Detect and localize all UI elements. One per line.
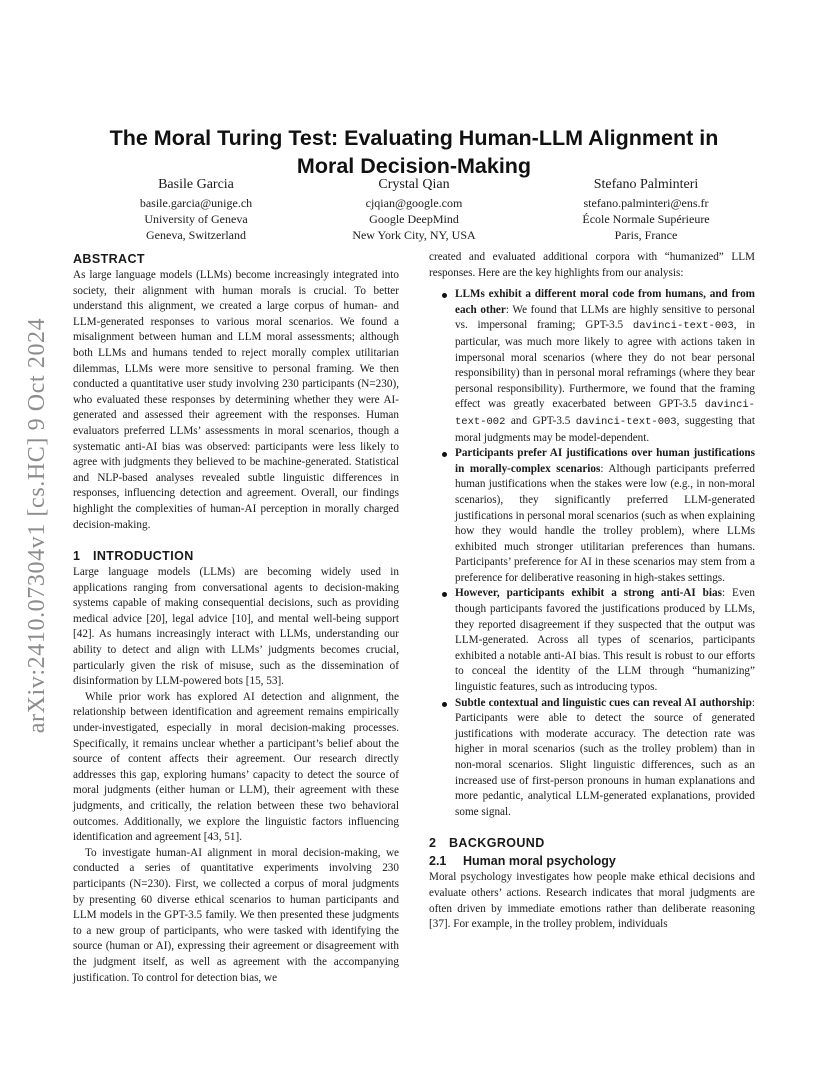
subsection-number: 2.1 — [429, 854, 447, 869]
highlight-text: and GPT-3.5 — [505, 414, 576, 427]
author-affiliation: Google DeepMind — [369, 212, 459, 226]
highlights-list — [429, 287, 755, 820]
highlight-item — [455, 446, 755, 586]
background-heading — [429, 834, 755, 852]
highlight-item — [455, 586, 755, 695]
right-column — [429, 250, 755, 933]
author-affiliation: University of Geneva — [144, 212, 248, 226]
intro-paragraph: Large language models (LLMs) are becoming widely used in applications ranging from conversational agents to decision-making systems capable of making consequential decisions, such as providing medical advice [20], legal advice [10], and mental well-being support [42]. As humans increasingly interact with LLMs, understanding our ability to detect and align with LLMs’ judgments becomes crucial, particularly given the risk of misuse, such as the dissemination of disinformation by LLM-powered bots [15, 53]. — [73, 566, 399, 688]
author-location: New York City, NY, USA — [352, 228, 476, 242]
author-1 — [78, 176, 314, 243]
highlight-item — [455, 287, 755, 446]
author-3 — [528, 176, 764, 243]
section-number: 2 — [429, 836, 437, 851]
highlight-title: Participants prefer AI justifications over human justifications in morally-complex scenarios — [455, 447, 755, 475]
intro-paragraph: To investigate human-AI alignment in moral decision-making, we conducted a series of quantitative experiments involving 230 participants (N=230). First, we collected a corpus of moral judgments by presenting 60 diverse ethical scenarios to human participants and LLM models in the GPT-3.5 family. We then presented these judgments to a new group of participants, who were tasked with identifying the source (human or AI), expressing their agreement or disagreement with the judgment itself, as well as agreement with the accompanying justification. To control for detection bias, we — [73, 846, 399, 984]
author-block — [60, 176, 768, 246]
model-name: davinci-text-003 — [632, 320, 734, 333]
highlight-text: : Although participants preferred human justifications when the stakes were low (e.g., in non-moral scenarios), they significantly preferred LLM-generated justifications in personal moral scenarios (such as when explaining how they would handle the trolley problem), where LLMs exhibited much stronger utilitarian preferences than humans. Participants’ preference for AI in these scenarios may stem from a preference for deliberative reasoning in high-stakes settings. — [455, 462, 755, 584]
intro-continuation: created and evaluated additional corpora with “humanized” LLM responses. Here are the key highlights from our analysis: — [429, 251, 755, 279]
arxiv-side-stamp — [18, 290, 58, 760]
highlight-title: Subtle contextual and linguistic cues can reveal AI authorship — [455, 696, 752, 709]
author-2 — [296, 176, 532, 243]
left-column — [73, 250, 399, 986]
model-name: davinci-text-003 — [575, 415, 677, 428]
highlight-title: However, participants exhibit a strong anti-AI bias — [455, 587, 722, 600]
introduction-heading — [73, 547, 399, 565]
arxiv-identifier: arXiv:2410.07304v1 [cs.HC] 9 Oct 2024 — [24, 317, 51, 733]
author-name: Stefano Palminteri — [593, 177, 699, 192]
model-name: davinci-text-002 — [455, 399, 755, 428]
section-number: 1 — [73, 549, 81, 564]
highlight-title: LLMs exhibit a different moral code from humans, and from each other — [455, 288, 755, 316]
author-location: Geneva, Switzerland — [146, 228, 246, 242]
paper-title: The Moral Turing Test: Evaluating Human-LLM Alignment in Moral Decision-Making — [109, 126, 719, 179]
author-location: Paris, France — [614, 228, 678, 242]
highlight-text: : Even though participants favored the justifications produced by LLMs, they reported disagreement if they suspected that the output was LLM-generated. Across all types of scenarios, participants exhibited a notable anti-AI bias. This result is robust to our efforts to conceal the identity of the LLM through “humanizing” linguistic features, such as introducing typos. — [455, 587, 755, 694]
abstract-heading: ABSTRACT — [73, 252, 145, 266]
intro-paragraph: While prior work has explored AI detection and alignment, the relationship between identification and agreement remains empirically under-investigated, especially in moral decision-making processes. Specifically, it remains unclear whether a participant’s belief about the source of content affects their agreement. Our research directly addresses this gap, exploring humans’ capacity to detect the source of moral judgments (either human or LLM), their agreement with these judgments, and critically, the relation between these two behavioral outcomes. Additionally, we explore the linguistic factors influencing identification and agreement [43, 51]. — [73, 690, 399, 844]
highlight-text: , in particular, was much more likely to agree with actions taken in impersonal moral scenarios (where they do not bear personal responsibility) than in personal moral reframings (where they bear personal responsibility). Furthermore, we found that the framing effect was greatly exacerbated between GPT-3.5 — [455, 319, 756, 411]
subsection-heading — [429, 852, 755, 870]
author-email: cjqian@google.com — [365, 196, 463, 210]
abstract-text: As large language models (LLMs) become increasingly integrated into society, their alignment with human morals is crucial. To better understand this alignment, we created a large corpus of human- and LLM-generated responses to various moral scenarios. We found a misalignment between human and LLM moral assessments; although both LLMs and humans tended to reject morally complex utilitarian dilemmas, LLMs were more sensitive to personal framing. We then conducted a quantitative user study involving 230 participants (N=230), who evaluated these responses by determining whether they were AI-generated and assessed their agreement with the responses. Human evaluators preferred LLMs’ assessments in moral scenarios, though a systematic anti-AI bias was observed: participants were less likely to agree with judgments they believed to be machine-generated. Statistical and NLP-based analyses revealed subtle linguistic differences in responses, influencing detection and agreement. Overall, our findings highlight the complexities of human-AI perception in morally charged decision-making. — [73, 269, 399, 531]
section-title: BACKGROUND — [449, 836, 545, 851]
highlight-text: : Participants were able to detect the source of generated justifications with moderate accuracy. The detection rate was higher in moral scenarios (such as the trolley problem) than in non-moral scenarios. Slight linguistic differences, such as an increased use of first-person pronouns in human explanations and more pedantic, analytical LLM-generated explanations, provided some signal. — [455, 696, 755, 818]
author-name: Crystal Qian — [378, 177, 450, 192]
author-name: Basile Garcia — [158, 177, 234, 192]
background-paragraph: Moral psychology investigates how people make ethical decisions and evaluate others’ actions. Research indicates that moral judgments are often driven by immediate emotions rather than deliberate reasoning [37]. For example, in the trolley problem, individuals — [429, 871, 755, 931]
highlight-text: : We found that LLMs are highly sensitive to personal vs. impersonal framing; GPT-3.5 — [455, 303, 755, 332]
subsection-title: Human moral psychology — [463, 854, 616, 869]
highlight-text: , suggesting that moral judgments may be model-dependent. — [455, 414, 755, 444]
highlight-item — [455, 696, 755, 821]
author-affiliation: École Normale Supérieure — [582, 212, 710, 226]
author-email: stefano.palminteri@ens.fr — [583, 196, 709, 210]
author-email: basile.garcia@unige.ch — [139, 196, 253, 210]
section-title: INTRODUCTION — [93, 549, 194, 564]
